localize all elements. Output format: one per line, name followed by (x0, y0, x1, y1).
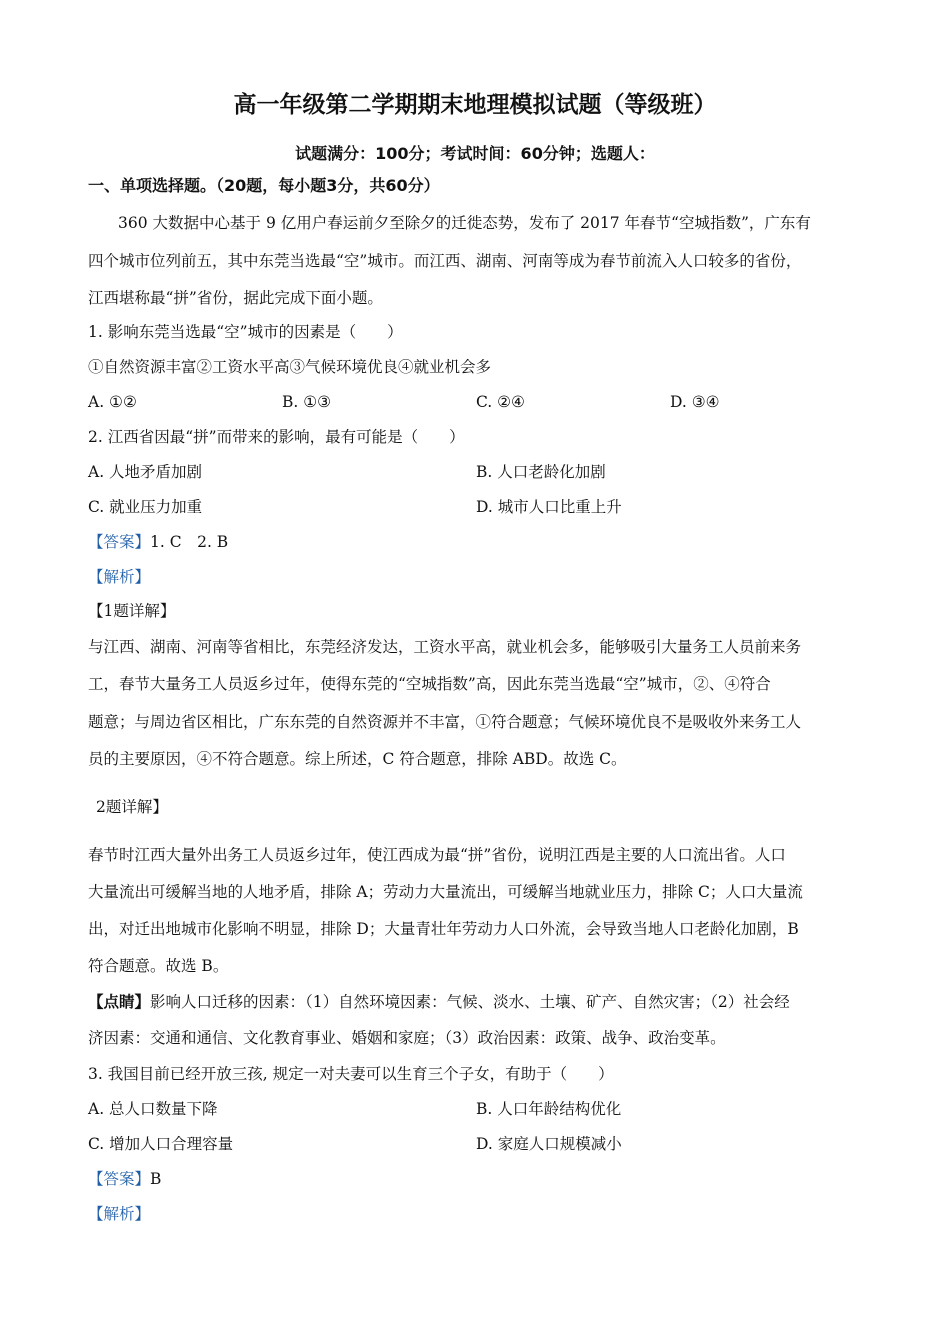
question-1-items: ①自然资源丰富②工资水平高③气候环境优良④就业机会多 (88, 358, 492, 376)
question-2-option-d: D. 城市人口比重上升 (476, 498, 622, 516)
question-1-option-c: C. ②④ (476, 393, 525, 411)
question-1-option-d: D. ③④ (670, 393, 720, 411)
question-2-stem: 2. 江西省因最“拼”而带来的影响，最有可能是（ ） (88, 428, 465, 446)
question-3-option-c: C. 增加人口合理容量 (88, 1135, 234, 1153)
answer-line (88, 531, 228, 553)
detail-1-line: 与江西、湖南、河南等省相比，东莞经济发达，工资水平高，就业机会多，能够吸引大量务工人员前来务 (88, 638, 802, 656)
question-2-option-a: A. 人地矛盾加剧 (88, 463, 203, 481)
answer-text: 1. C 2. B (150, 533, 229, 551)
tip-tag: 【点睛】 (88, 992, 151, 1011)
tip-line (88, 991, 790, 1013)
question-1-stem: 1. 影响东莞当选最“空”城市的因素是（ ） (88, 323, 403, 341)
question-1-option-b: B. ①③ (282, 393, 332, 411)
tip-text: 影响人口迁移的因素：（1）自然环境因素：气候、淡水、土壤、矿产、自然灾害；（2）社会经 (150, 993, 790, 1011)
detail-2-line: 出，对迁出地城市化影响不明显，排除 D；大量青壮年劳动力人口外流，会导致当地人口老龄化加剧，B (88, 920, 799, 938)
question-3-option-b: B. 人口年龄结构优化 (476, 1100, 622, 1118)
section-heading: 一、单项选择题。（20题，每小题3分，共60分） (88, 176, 440, 195)
analysis-tag: 【解析】 (88, 568, 151, 586)
detail-1-line: 题意；与周边省区相比，广东东莞的自然资源并不丰富，①符合题意；气候环境优良不是吸收外来务工人 (88, 713, 802, 731)
question-2-option-b: B. 人口老龄化加剧 (476, 463, 606, 481)
question-2-option-c: C. 就业压力加重 (88, 498, 203, 516)
passage-line: 四个城市位列前五，其中东莞当选最“空”城市。而江西、湖南、河南等成为春节前流入人口较多的省份， (88, 252, 802, 270)
detail-2-line: 符合题意。故选 B。 (88, 957, 229, 975)
detail-1-heading: 【1题详解】 (88, 602, 176, 620)
passage-line: 360 大数据中心基于 9 亿用户春运前夕至除夕的迁徙态势，发布了 2017 年春节“空城指数”，广东有 (118, 214, 811, 232)
page-title: 高一年级第二学期期末地理模拟试题（等级班） (233, 92, 717, 118)
detail-1-line: 员的主要原因，④不符合题意。综上所述，C 符合题意，排除 ABD。故选 C。 (88, 750, 627, 768)
question-3-option-d: D. 家庭人口规模减小 (476, 1135, 622, 1153)
question-3-stem: 3. 我国目前已经开放三孩, 规定一对夫妻可以生育三个子女，有助于（ ） (88, 1065, 614, 1083)
exam-info: 试题满分：100分；考试时间：60分钟；选题人： (295, 144, 655, 163)
question-1-option-a: A. ①② (88, 393, 137, 411)
question-3-option-a: A. 总人口数量下降 (88, 1100, 218, 1118)
tip-line: 济因素：交通和通信、文化教育事业、婚姻和家庭；（3）政治因素：政策、战争、政治变革。 (88, 1029, 726, 1047)
answer-text: B (150, 1170, 162, 1188)
detail-2-line: 大量流出可缓解当地的人地矛盾，排除 A；劳动力大量流出，可缓解当地就业压力，排除 C；人口大量流 (88, 883, 803, 901)
passage-line: 江西堪称最“拼”省份，据此完成下面小题。 (88, 289, 383, 307)
detail-2-line: 春节时江西大量外出务工人员返乡过年，使江西成为最“拼”省份，说明江西是主要的人口流出省。人口 (88, 846, 786, 864)
answer-tag: 【答案】 (88, 533, 151, 551)
analysis-tag: 【解析】 (88, 1205, 151, 1223)
answer-tag: 【答案】 (88, 1170, 151, 1188)
answer-line (88, 1168, 161, 1190)
detail-1-line: 工，春节大量务工人员返乡过年，使得东莞的“空城指数”高，因此东莞当选最“空”城市，②、④符合 (88, 675, 771, 693)
detail-2-heading: 2题详解】 (96, 798, 168, 816)
